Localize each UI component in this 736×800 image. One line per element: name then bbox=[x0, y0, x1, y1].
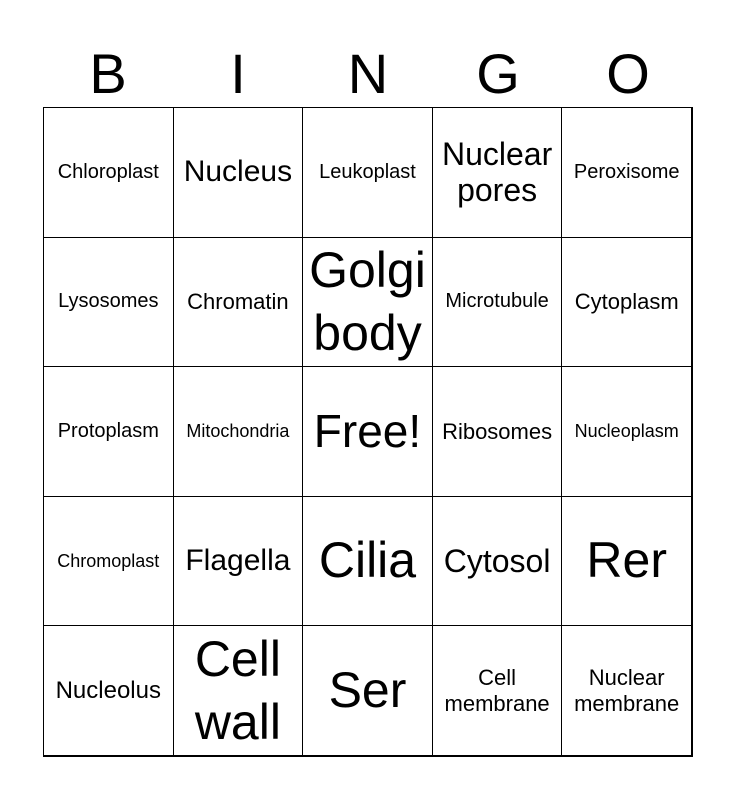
cell-label: Golgi body bbox=[309, 242, 426, 361]
header-letter-i: I bbox=[230, 42, 246, 105]
bingo-cell[interactable] bbox=[432, 366, 563, 497]
bingo-cell[interactable] bbox=[43, 107, 174, 238]
cell-label: Nucleolus bbox=[55, 676, 161, 704]
cell-label: Leukoplast bbox=[319, 160, 416, 183]
bingo-cell[interactable] bbox=[43, 366, 174, 497]
cell-label: Ribosomes bbox=[442, 418, 553, 444]
cell-label: Microtubule bbox=[445, 290, 549, 313]
bingo-cell[interactable] bbox=[173, 107, 304, 238]
bingo-header bbox=[43, 42, 693, 106]
cell-label: Ser bbox=[328, 661, 407, 718]
cell-label: Chromatin bbox=[187, 289, 289, 315]
cell-label: Cytosol bbox=[443, 542, 551, 579]
bingo-cell[interactable] bbox=[173, 625, 304, 756]
cell-label: Nuclear membrane bbox=[574, 665, 680, 716]
cell-label: Peroxisome bbox=[573, 160, 680, 183]
bingo-cell[interactable] bbox=[561, 107, 692, 238]
bingo-cell[interactable] bbox=[43, 625, 174, 756]
bingo-cell[interactable] bbox=[173, 237, 304, 368]
bingo-cell[interactable] bbox=[432, 107, 563, 238]
cell-label: Lysosomes bbox=[58, 290, 159, 313]
bingo-cell[interactable] bbox=[561, 366, 692, 497]
header-letter-g: G bbox=[476, 42, 520, 105]
bingo-cell[interactable] bbox=[561, 496, 692, 627]
cell-label: Nucleoplasm bbox=[574, 421, 679, 442]
cell-label: Nucleus bbox=[183, 155, 293, 189]
cell-label: Chromoplast bbox=[57, 550, 160, 571]
cell-label: Flagella bbox=[185, 543, 291, 577]
cell-label: Cytoplasm bbox=[574, 289, 679, 315]
cell-label: Rer bbox=[586, 532, 667, 589]
cell-label: Mitochondria bbox=[186, 421, 290, 442]
cell-label: Cell membrane bbox=[444, 665, 550, 716]
bingo-cell[interactable] bbox=[432, 625, 563, 756]
cell-label: Cilia bbox=[318, 532, 417, 589]
bingo-cell[interactable] bbox=[43, 496, 174, 627]
bingo-cell[interactable] bbox=[432, 237, 563, 368]
bingo-cell[interactable] bbox=[302, 107, 433, 238]
bingo-cell[interactable] bbox=[302, 496, 433, 627]
bingo-cell[interactable] bbox=[432, 496, 563, 627]
header-letter-o: O bbox=[606, 42, 650, 105]
header-letter-n: N bbox=[347, 42, 389, 105]
cell-label: Nuclear pores bbox=[441, 135, 553, 209]
header-letter-b: B bbox=[89, 42, 127, 105]
cell-label: Chloroplast bbox=[57, 160, 159, 183]
bingo-cell[interactable] bbox=[173, 496, 304, 627]
bingo-cell[interactable] bbox=[173, 366, 304, 497]
bingo-cell[interactable] bbox=[302, 625, 433, 756]
cell-label: Protoplasm bbox=[57, 419, 159, 442]
bingo-board bbox=[43, 107, 693, 757]
bingo-cell[interactable] bbox=[302, 237, 433, 368]
bingo-cell[interactable] bbox=[561, 237, 692, 368]
bingo-cell[interactable] bbox=[43, 237, 174, 368]
free-space-label: Free! bbox=[313, 405, 422, 458]
free-space[interactable] bbox=[302, 366, 433, 497]
cell-label: Cell wall bbox=[194, 631, 281, 750]
bingo-cell[interactable] bbox=[561, 625, 692, 756]
